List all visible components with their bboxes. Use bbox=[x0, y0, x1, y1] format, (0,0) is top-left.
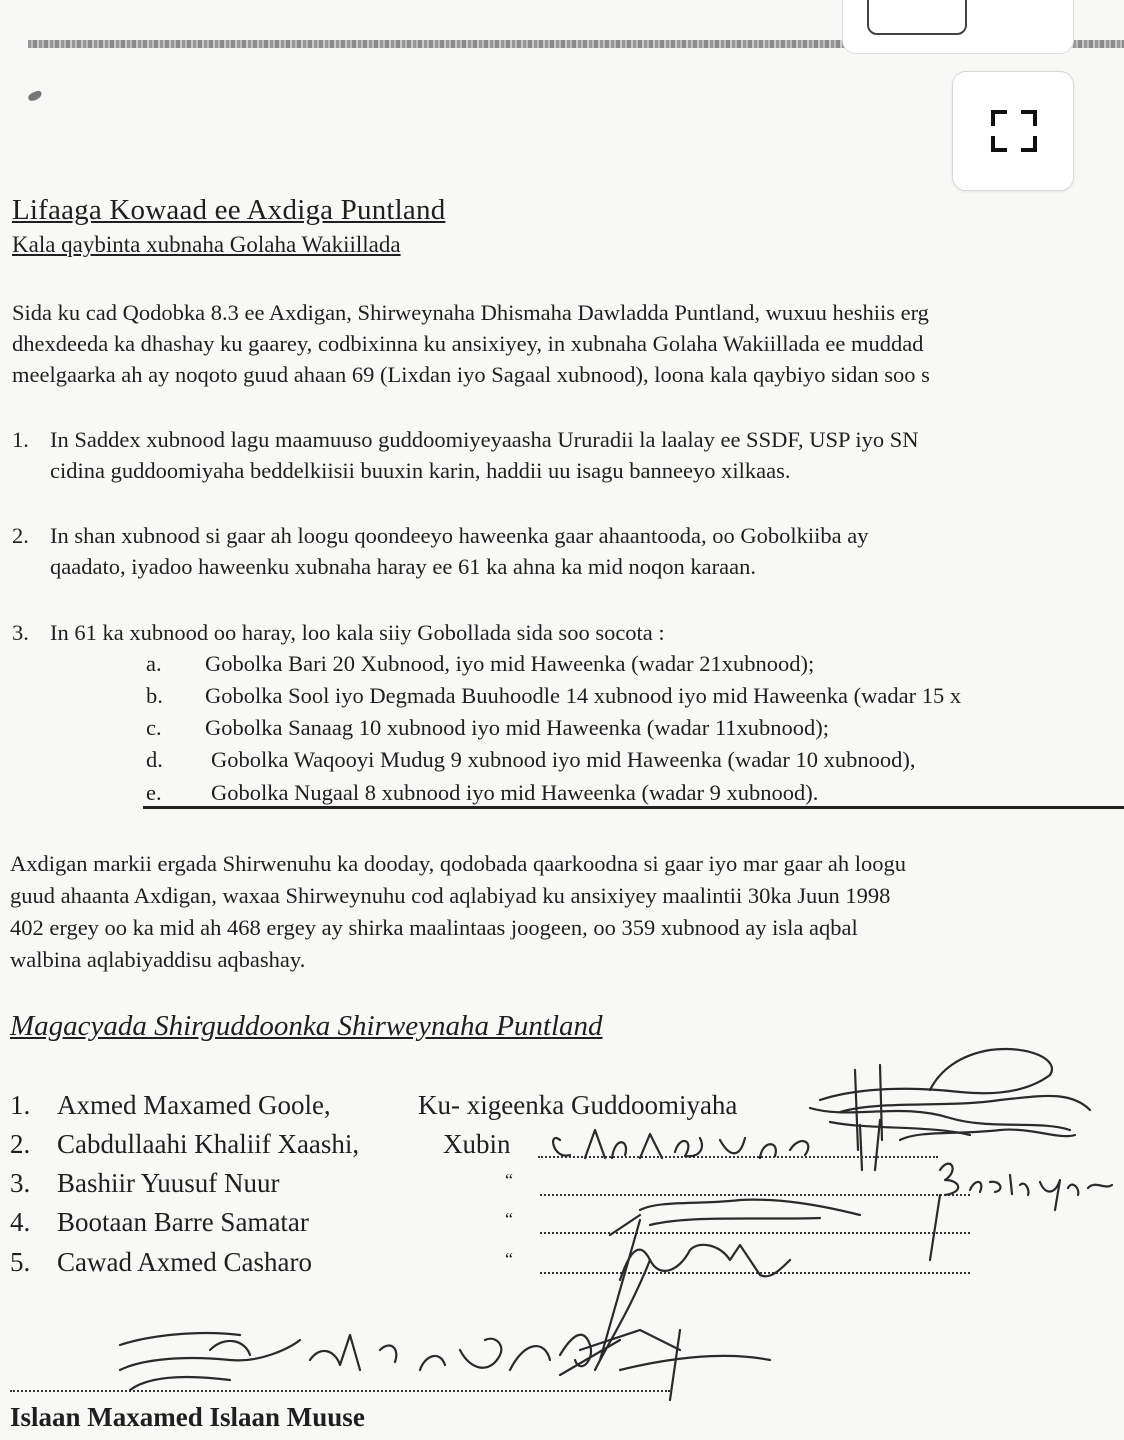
member-name: Bashiir Yuusuf Nuur bbox=[57, 1168, 280, 1198]
subitem-text: Gobolka Bari 20 Xubnood, iyo mid Haweenka (wadar 21xubnood); bbox=[205, 651, 815, 676]
signature-line bbox=[10, 1390, 670, 1392]
item-line: In Saddex xubnood lagu maamuuso guddoomiyeyaasha Ururadii la laalay ee SSDF, USP iyo SN bbox=[50, 427, 919, 452]
closing-line: walbina aqlabiyaddisu aqbashay. bbox=[10, 947, 306, 972]
member-number: 5. bbox=[10, 1247, 31, 1277]
ditto-mark: “ bbox=[505, 1170, 513, 1190]
document-title: Lifaaga Kowaad ee Axdiga Puntland bbox=[12, 194, 446, 226]
scan-speck bbox=[27, 90, 43, 102]
item-number: 3. bbox=[12, 620, 29, 645]
member-number: 4. bbox=[10, 1207, 31, 1237]
subitem-letter: e. bbox=[146, 780, 162, 805]
viewer-pill-button[interactable] bbox=[867, 0, 967, 35]
viewer-top-card bbox=[842, 0, 1074, 54]
committee-title: Magacyada Shirguddoonka Shirweynaha Puntland bbox=[10, 1010, 603, 1042]
member-name: Axmed Maxamed Goole, bbox=[57, 1090, 331, 1120]
document-subtitle: Kala qaybinta xubnaha Golaha Wakiillada bbox=[12, 232, 401, 257]
subitem-text: Gobolka Sool iyo Degmada Buuhoodle 14 xubnood iyo mid Haweenka (wadar 15 x bbox=[205, 683, 962, 708]
subitem-letter: b. bbox=[146, 683, 163, 708]
intro-line: Sida ku cad Qodobka 8.3 ee Axdigan, Shirweynaha Dhismaha Dawladda Puntland, wuxuu heshiis erg bbox=[12, 300, 929, 325]
fullscreen-button[interactable] bbox=[952, 71, 1074, 191]
member-name: Bootaan Barre Samatar bbox=[57, 1207, 309, 1237]
subitem-letter: c. bbox=[146, 715, 162, 740]
fullscreen-icon bbox=[991, 110, 1037, 152]
closing-line: guud ahaanta Axdigan, waxaa Shirweynuhu cod aqlabiyad ku ansixiyey maalintii 30ka Juun 1998 bbox=[10, 883, 891, 908]
item-line: In 61 ka xubnood oo haray, loo kala siiy Gobollada sida soo socota : bbox=[50, 620, 665, 645]
ditto-mark: “ bbox=[505, 1209, 513, 1229]
handwritten-signatures bbox=[0, 1030, 1124, 1440]
intro-line: dhexdeeda ka dhashay ku gaarey, codbixinna ku ansixiyey, in xubnaha Golaha Wakiillada ee muddad bbox=[12, 331, 924, 356]
intro-line: meelgaarka ah ay noqoto guud ahaan 69 (Lixdan iyo Sagaal xubnood), loona kala qaybiyo sidan soo s bbox=[12, 362, 930, 387]
member-name: Cabdullaahi Khaliif Xaashi, bbox=[57, 1129, 360, 1159]
subitem-letter: a. bbox=[146, 651, 162, 676]
subitem-letter: d. bbox=[146, 747, 163, 772]
item-line: In shan xubnood si gaar ah loogu qoondeeyo haweenka gaar ahaantooda, oo Gobolkiiba ay bbox=[50, 523, 869, 548]
horizontal-rule bbox=[143, 806, 1124, 809]
item-line: cidina guddoomiyaha beddelkiisii buuxin karin, haddii uu isagu banneeyo xilkaas. bbox=[50, 458, 791, 483]
closing-line: 402 ergey oo ka mid ah 468 ergey ay shirka maalintaas joogeen, oo 359 xubnood ay isla aqbal bbox=[10, 915, 858, 940]
item-number: 2. bbox=[12, 523, 29, 548]
subitem-text: Gobolka Waqooyi Mudug 9 xubnood iyo mid Haweenka (wadar 10 xubnood), bbox=[211, 747, 916, 772]
final-signatory-name: Islaan Maxamed Islaan Muuse bbox=[10, 1402, 365, 1432]
subitem-text: Gobolka Nugaal 8 xubnood iyo mid Haweenka (wadar 9 xubnood). bbox=[211, 780, 819, 805]
member-name: Cawad Axmed Casharo bbox=[57, 1247, 312, 1277]
item-line: qaadato, iyadoo haweenku xubnaha haray ee 61 ka ahna ka mid noqon karaan. bbox=[50, 554, 756, 579]
member-number: 1. bbox=[10, 1090, 31, 1120]
closing-line: Axdigan markii ergada Shirwenuhu ka dooday, qodobada qaarkoodna si gaar iyo mar gaar ah loogu bbox=[10, 851, 906, 876]
member-number: 3. bbox=[10, 1168, 31, 1198]
ditto-mark: “ bbox=[505, 1249, 513, 1269]
member-role: Ku- xigeenka Guddoomiyaha bbox=[418, 1090, 738, 1120]
member-role: Xubin bbox=[443, 1129, 511, 1159]
member-number: 2. bbox=[10, 1129, 31, 1159]
item-number: 1. bbox=[12, 427, 29, 452]
subitem-text: Gobolka Sanaag 10 xubnood iyo mid Haweenka (wadar 11xubnood); bbox=[205, 715, 830, 740]
